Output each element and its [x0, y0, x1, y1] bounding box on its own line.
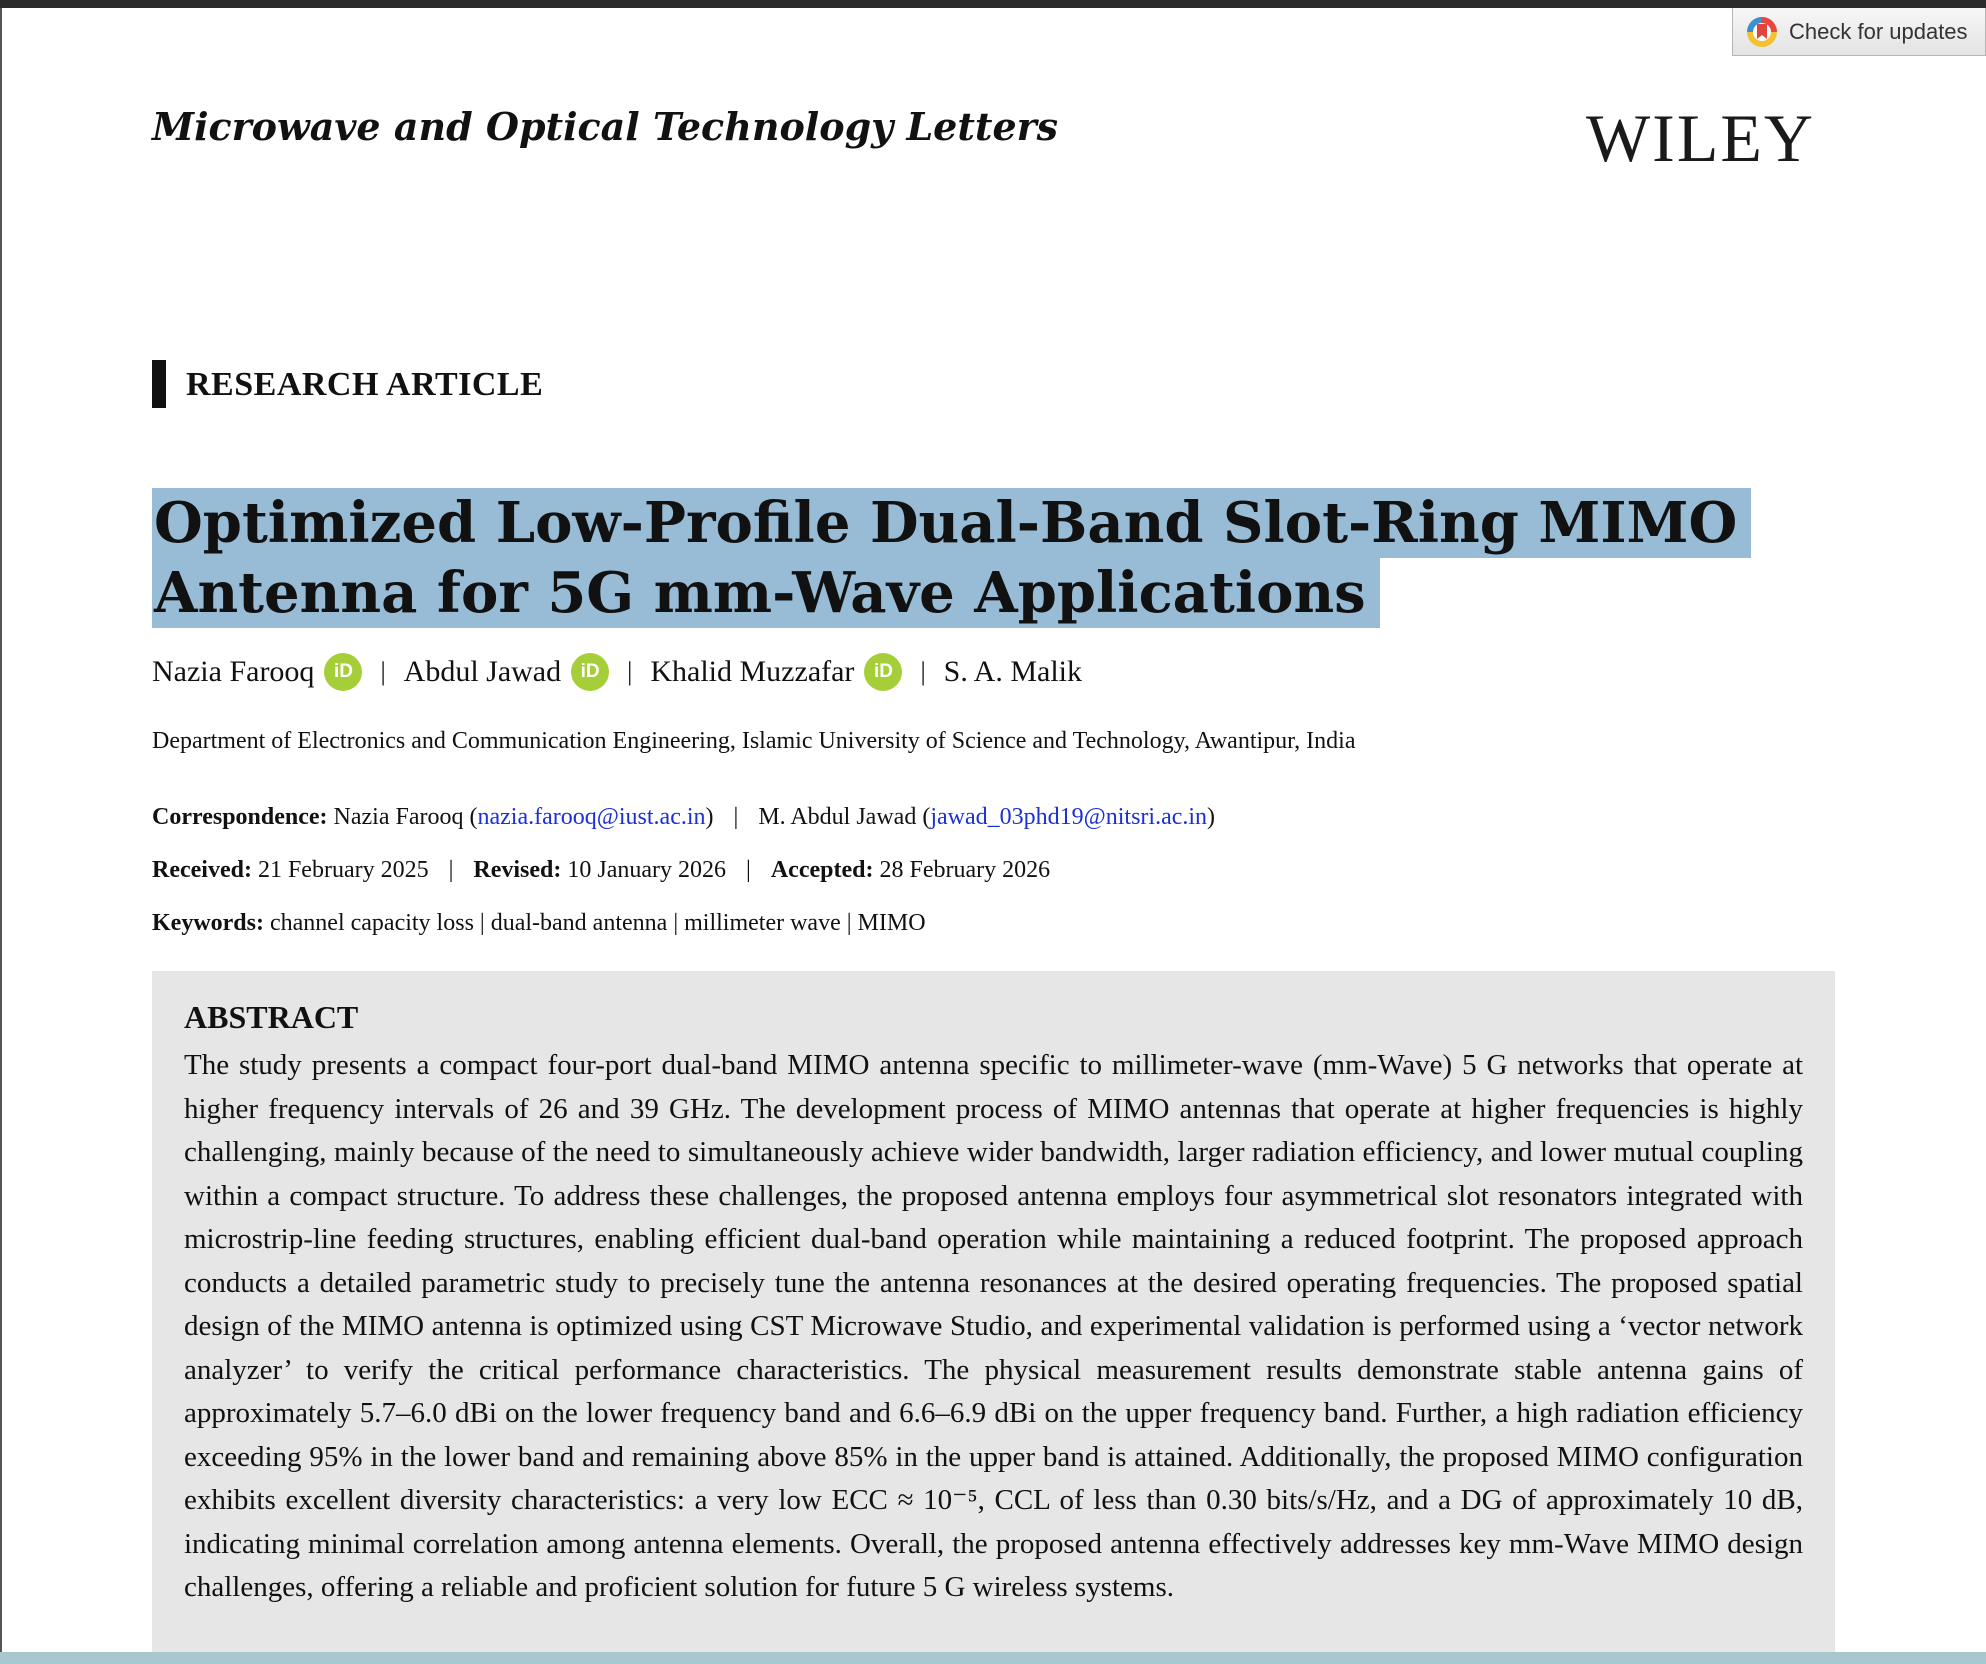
keywords-label: Keywords:	[152, 910, 264, 936]
keyword[interactable]: millimeter wave	[684, 910, 841, 936]
orcid-icon[interactable]: iD	[571, 653, 609, 691]
accepted-date: 28 February 2026	[879, 857, 1051, 883]
check-for-updates-button[interactable]	[1732, 8, 1986, 56]
author-separator: |	[920, 657, 926, 686]
keyword[interactable]: dual-band antenna	[490, 910, 668, 936]
abstract-box	[152, 971, 1835, 1652]
email-link[interactable]: nazia.farooq@iust.ac.in	[477, 804, 706, 830]
journal-name: Microwave and Optical Technology Letters	[152, 104, 1059, 149]
keywords-line	[152, 910, 926, 937]
article-title	[152, 488, 1751, 628]
correspondence-person: Nazia Farooq	[333, 804, 464, 830]
author-name[interactable]: Khalid Muzzafar	[650, 655, 855, 688]
received-date: 21 February 2025	[257, 857, 429, 883]
orcid-icon[interactable]: iD	[864, 653, 902, 691]
title-line: Antenna for 5G mm-Wave Applications	[152, 558, 1380, 628]
dates-line	[152, 857, 1050, 884]
correspondence-label: Correspondence:	[152, 804, 328, 830]
correspondence-line: Correspondence: Nazia Farooq (nazia.farooq@iust.ac.in) | M. Abdul Jawad (jawad_03phd19@nitsri.ac.in)	[152, 804, 1216, 830]
author-separator: |	[627, 657, 633, 686]
meta-separator: |	[746, 857, 751, 883]
revised-date: 10 January 2026	[567, 857, 727, 883]
abstract-text: The study presents a compact four-port dual-band MIMO antenna specific to millimeter-wave (mm-Wave) 5 G networks that operate at higher frequency intervals of 26 and 39 GHz. The development process of MIMO antennas that operate at higher frequencies is highly challenging, mainly because of the need to simultaneously achieve wider bandwidth, larger radiation efficiency, and lower mutual coupling within a compact structure. To address these challenges, the proposed antenna employs four asymmetrical slot resonators integrated with microstrip-line feeding structures, enabling efficient dual-band operation while maintaining a reduced footprint. The proposed approach conducts a detailed parametric study to precisely tune the antenna resonances at the desired operating frequencies. The proposed spatial design of the MIMO antenna is optimized using CST Microwave Studio, and experimental validation is performed using a ‘vector network analyzer’ to verify the critical performance characteristics. The physical measurement results demonstrate stable antenna gains of approximately 5.7–6.0 dBi on the lower frequency band and 6.6–6.9 dBi on the upper frequency band. Further, a high radiation efficiency exceeding 95% in the lower band and remaining above 85% in the upper band is attained. Additionally, the proposed MIMO configuration exhibits excellent diversity characteristics: a very low ECC ≈ 10⁻⁵, CCL of less than 0.30 bits/s/Hz, and a DG of approximately 10 dB, indicating minimal correlation among antenna elements. Overall, the proposed antenna effectively addresses key mm-Wave MIMO design challenges, offering a reliable and proficient solution for future 5 G wireless systems.	[184, 1049, 1803, 1603]
affiliation: Department of Electronics and Communication Engineering, Islamic University of Science and Technology, Awantipur, India	[152, 728, 1356, 754]
author-name[interactable]: Abdul Jawad	[403, 655, 562, 688]
author-name[interactable]: S. A. Malik	[943, 655, 1083, 688]
author-separator: |	[380, 657, 386, 686]
received-label: Received:	[152, 857, 252, 883]
article-type: RESEARCH ARTICLE	[186, 366, 544, 403]
keyword-separator: |	[673, 910, 679, 936]
keyword-separator: |	[479, 910, 485, 936]
meta-separator: |	[733, 804, 739, 830]
accepted-label: Accepted:	[770, 857, 874, 883]
keyword[interactable]: MIMO	[857, 910, 926, 936]
meta-separator: |	[448, 857, 454, 883]
author-name[interactable]: Nazia Farooq	[152, 655, 315, 688]
check-for-updates-label: Check for updates	[1789, 18, 1968, 44]
email-link[interactable]: jawad_03phd19@nitsri.ac.in	[930, 804, 1208, 830]
abstract-heading: ABSTRACT	[184, 999, 359, 1035]
page-left-edge	[0, 8, 2, 1664]
check-updates-icon	[1745, 15, 1779, 49]
author-list	[152, 653, 1082, 691]
window-bottom-bar	[0, 1652, 1986, 1664]
publisher-logo: WILEY	[1586, 100, 1816, 176]
correspondence-person: M. Abdul Jawad	[758, 804, 917, 830]
revised-label: Revised:	[473, 857, 562, 883]
keyword-separator: |	[846, 910, 852, 936]
article-type-marker	[152, 360, 166, 408]
keyword[interactable]: channel capacity loss	[269, 910, 474, 936]
orcid-icon[interactable]: iD	[324, 653, 362, 691]
title-line: Optimized Low-Profile Dual-Band Slot-Ring MIMO	[152, 488, 1751, 558]
window-top-bar	[0, 0, 1986, 8]
